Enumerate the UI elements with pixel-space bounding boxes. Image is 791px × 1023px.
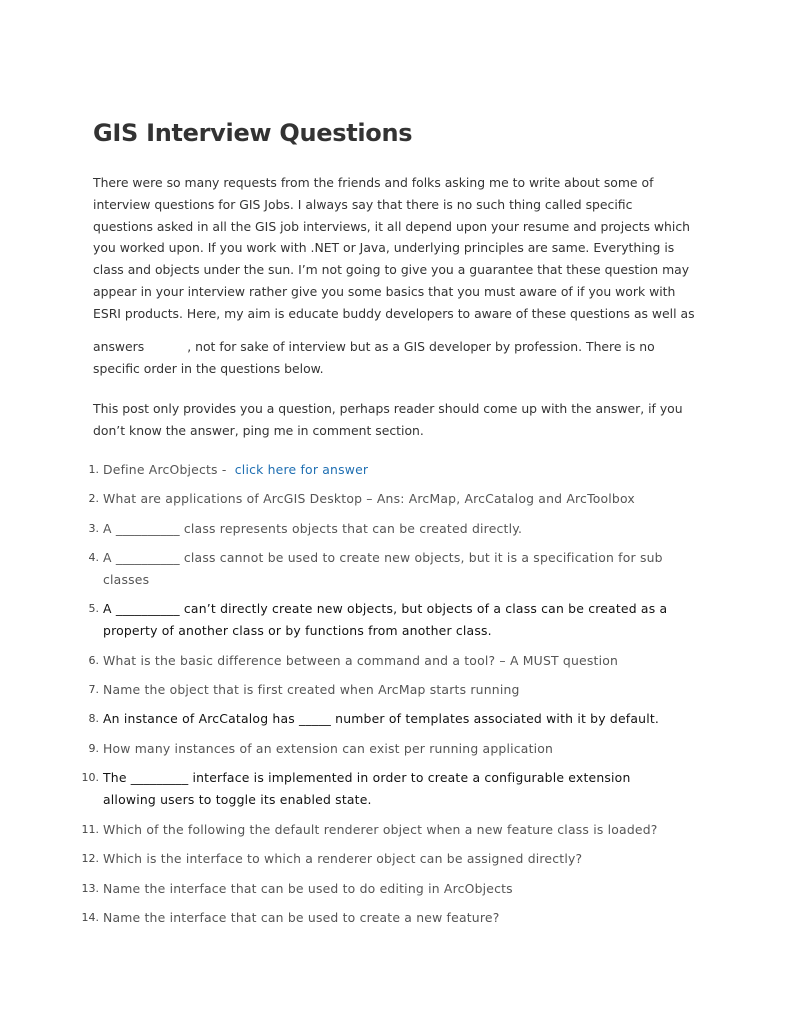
note-line: This post only provides you a question, perhaps reader should come up with the answer, if you <box>93 401 683 416</box>
question-line: A __________ class cannot be used to create new objects, but it is a specification for sub <box>103 550 663 565</box>
question-line: A __________ can’t directly create new objects, but objects of a class can be created as a <box>103 601 668 616</box>
answer-link[interactable]: click here for answer <box>234 462 369 477</box>
question-number: 3. <box>88 522 99 535</box>
question-text: Which of the following the default renderer object when a new feature class is loaded? <box>103 822 658 837</box>
question-number: 6. <box>88 654 99 667</box>
question-number: 10. <box>81 771 99 784</box>
question-text <box>103 767 703 810</box>
intro-paragraph <box>93 172 713 325</box>
note-paragraph <box>93 398 713 442</box>
question-number: 4. <box>88 551 99 564</box>
question-number: 11. <box>81 823 99 836</box>
page-title: GIS Interview Questions <box>93 119 413 147</box>
intro-line: class and objects under the sun. I’m not going to give you a guarantee that these question may <box>93 262 690 278</box>
question-text <box>103 459 703 481</box>
question-line: property of another class or by functions from another class. <box>103 622 492 638</box>
question-text: Name the object that is first created when ArcMap starts running <box>103 682 520 697</box>
intro-line: you worked upon. If you work with .NET or Java, underlying principles are same. Everything is <box>93 240 675 256</box>
intro-line: ESRI products. Here, my aim is educate buddy developers to aware of these questions as well as <box>93 305 695 321</box>
question-number: 2. <box>88 492 99 505</box>
answers-word: answers <box>93 339 145 354</box>
question-line: allowing users to toggle its enabled state. <box>103 791 372 807</box>
intro-line: questions asked in all the GIS job interviews, it all depend upon your resume and projects which <box>93 218 690 234</box>
question-number: 14. <box>81 911 99 924</box>
intro-line: specific order in the questions below. <box>93 360 324 376</box>
question-text: A __________ class represents objects that can be created directly. <box>103 521 523 536</box>
note-line: don’t know the answer, ping me in comment section. <box>93 422 424 438</box>
question-number: 5. <box>88 602 99 615</box>
intro-line <box>93 336 713 358</box>
answers-rest: , not for sake of interview but as a GIS developer by profession. There is no <box>187 339 655 354</box>
question-text: Name the interface that can be used to do editing in ArcObjects <box>103 881 513 896</box>
question-number: 9. <box>88 742 99 755</box>
intro-line: appear in your interview rather give you some basics that you must aware of if you work with <box>93 283 676 299</box>
question-line: The _________ interface is implemented in order to create a configurable extension <box>103 770 631 785</box>
intro-continuation <box>93 336 713 380</box>
question-number: 1. <box>88 463 99 476</box>
question-text: Name the interface that can be used to create a new feature? <box>103 910 500 925</box>
question-text: Which is the interface to which a renderer object can be assigned directly? <box>103 851 583 866</box>
question-text: What is the basic difference between a command and a tool? – A MUST question <box>103 653 619 668</box>
question-number: 7. <box>88 683 99 696</box>
question-label: Define ArcObjects - <box>103 462 227 477</box>
question-text: An instance of ArcCatalog has _____ number of templates associated with it by default. <box>103 711 660 726</box>
question-text: How many instances of an extension can exist per running application <box>103 741 554 756</box>
question-text <box>103 598 703 641</box>
intro-line: There were so many requests from the friends and folks asking me to write about some of <box>93 175 654 190</box>
question-line: classes <box>103 571 150 587</box>
question-text <box>103 547 703 590</box>
question-text: What are applications of ArcGIS Desktop – Ans: ArcMap, ArcCatalog and ArcToolbox <box>103 491 635 506</box>
intro-line: interview questions for GIS Jobs. I always say that there is no such thing called specific <box>93 196 633 212</box>
question-number: 12. <box>81 852 99 865</box>
question-number: 13. <box>81 882 99 895</box>
question-number: 8. <box>88 712 99 725</box>
